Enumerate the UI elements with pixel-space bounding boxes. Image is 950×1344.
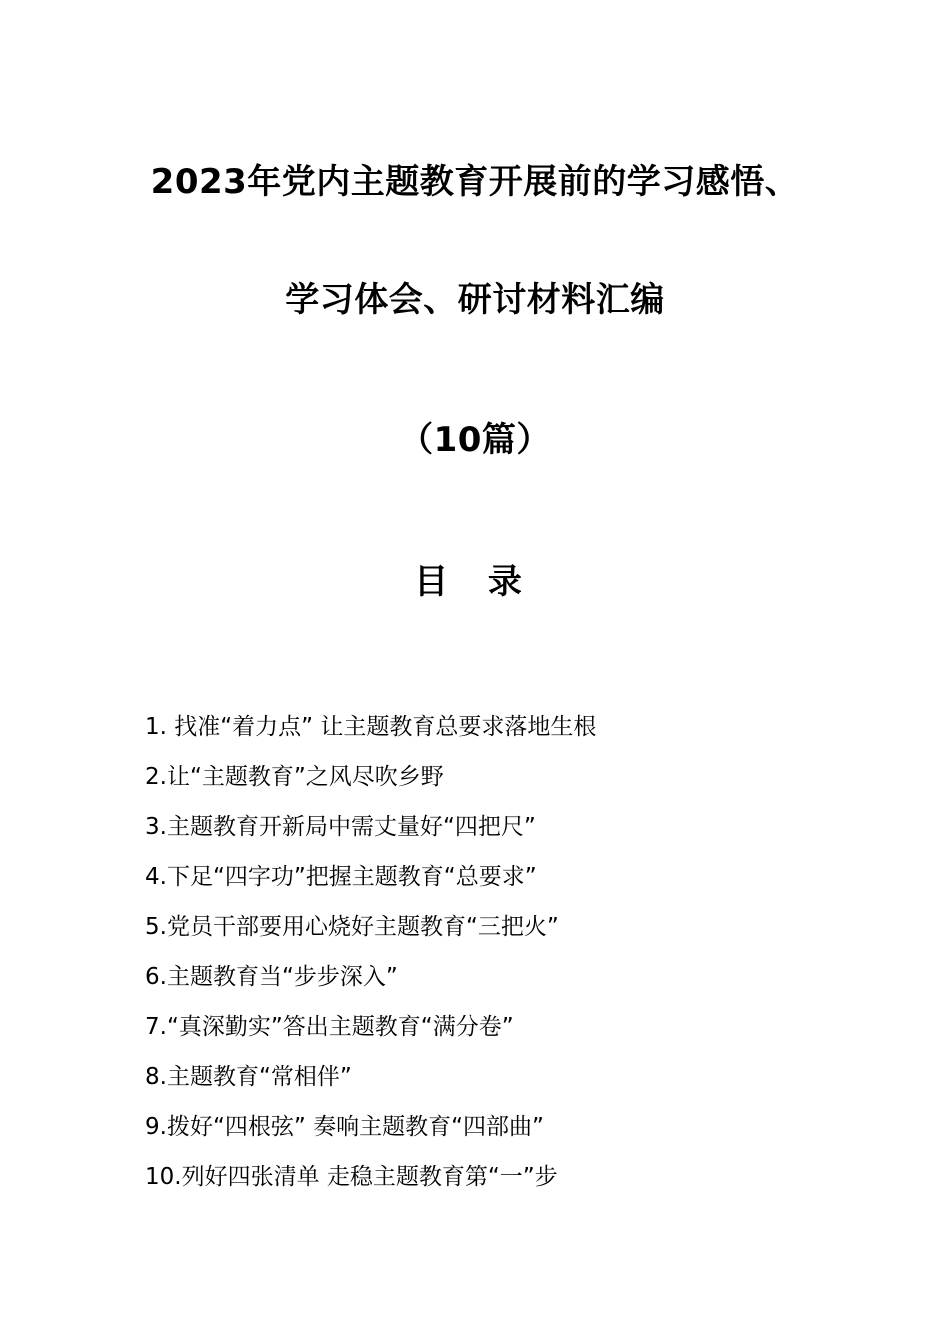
document-title-line-1: 2023年党内主题教育开展前的学习感悟、 [150, 162, 800, 202]
toc-item-7[interactable]: 7.“真深勤实”答出主题教育“满分卷” [145, 1014, 514, 1040]
toc-item-8[interactable]: 8.主题教育“常相伴” [145, 1064, 352, 1090]
toc-item-2[interactable]: 2.让“主题教育”之风尽吹乡野 [145, 764, 444, 790]
toc-item-10[interactable]: 10.列好四张清单 走稳主题教育第“一”步 [145, 1164, 558, 1190]
toc-item-4[interactable]: 4.下足“四字功”把握主题教育“总要求” [145, 864, 537, 890]
toc-item-9[interactable]: 9.拨好“四根弦” 奏响主题教育“四部曲” [145, 1114, 544, 1140]
document-title-line-2: 学习体会、研讨材料汇编 [285, 280, 665, 320]
toc-heading: 目 录 [414, 562, 536, 602]
toc-item-1[interactable]: 1. 找准“着力点” 让主题教育总要求落地生根 [145, 714, 597, 740]
toc-item-3[interactable]: 3.主题教育开新局中需丈量好“四把尺” [145, 814, 536, 840]
table-of-contents [145, 702, 596, 1202]
document-article-count: （10篇） [399, 420, 551, 460]
toc-item-5[interactable]: 5.党员干部要用心烧好主题教育“三把火” [145, 914, 559, 940]
toc-item-6[interactable]: 6.主题教育当“步步深入” [145, 964, 398, 990]
